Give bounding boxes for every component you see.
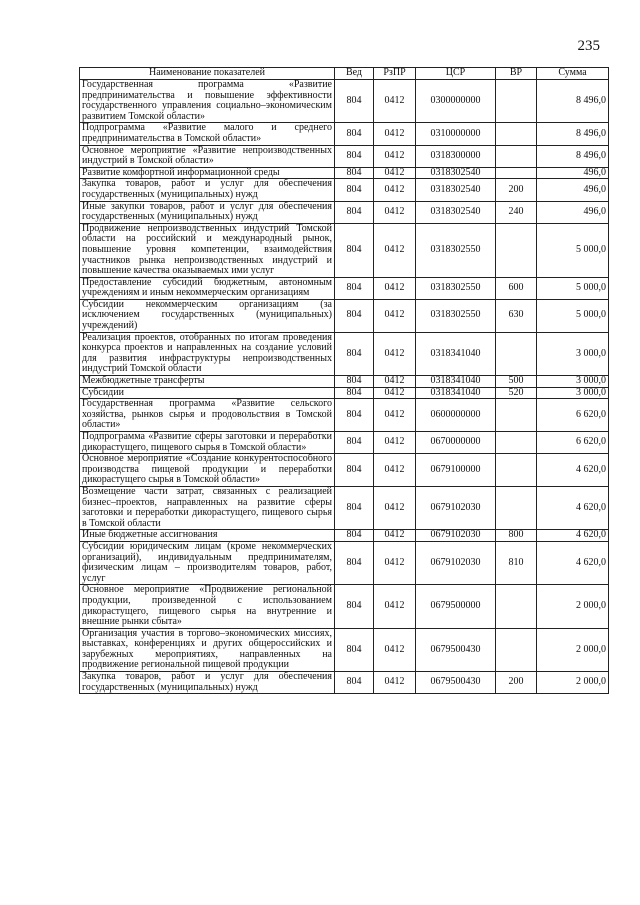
row-csr: 0318302550 [416,223,496,277]
row-rzpr: 0412 [374,223,416,277]
row-ved: 804 [335,672,374,694]
table-body [80,80,609,694]
row-csr: 0318302550 [416,277,496,299]
row-ved: 804 [335,541,374,584]
table-row [80,223,609,277]
row-name: Подпрограмма «Развитие сферы заготовки и переработки дикорастущего, пищевого сырья в Томской области» [80,432,335,454]
row-sum: 8 496,0 [537,123,609,145]
table-row [80,167,609,179]
table-row [80,179,609,201]
row-vr [496,486,537,529]
row-rzpr: 0412 [374,179,416,201]
row-vr [496,332,537,375]
table-row [80,585,609,628]
row-name: Государственная программа «Развитие предпринимательства и повышение эффективности государственного управления социально–экономическим развитием Томской области» [80,80,335,123]
row-csr: 0318300000 [416,145,496,167]
row-rzpr: 0412 [374,672,416,694]
row-name: Субсидии некоммерческим организациям (за исключением государственных (муниципальных) учреждений) [80,299,335,332]
row-rzpr: 0412 [374,80,416,123]
row-csr: 0670000000 [416,432,496,454]
table-row [80,80,609,123]
row-name: Иные бюджетные ассигнования [80,530,335,542]
row-name: Основное мероприятие «Создание конкурентоспособного производства пищевой продукции и переработки дикорастущего сырья в Томской области» [80,454,335,487]
row-vr: 630 [496,299,537,332]
row-csr: 0679102030 [416,541,496,584]
row-sum: 2 000,0 [537,585,609,628]
header-csr: ЦСР [416,68,496,80]
row-csr: 0300000000 [416,80,496,123]
table-header-row [80,68,609,80]
row-ved: 804 [335,179,374,201]
table-row [80,530,609,542]
row-ved: 804 [335,585,374,628]
row-rzpr: 0412 [374,530,416,542]
row-ved: 804 [335,530,374,542]
row-csr: 0679500000 [416,585,496,628]
row-csr: 0679500430 [416,672,496,694]
row-vr: 600 [496,277,537,299]
row-ved: 804 [335,201,374,223]
row-name: Субсидии юридическим лицам (кроме некоммерческих организаций), индивидуальным предпринимателям, физическим лицам – производителям товаров, работ, услуг [80,541,335,584]
row-sum: 5 000,0 [537,299,609,332]
row-csr: 0318341040 [416,376,496,388]
row-sum: 5 000,0 [537,277,609,299]
row-rzpr: 0412 [374,399,416,432]
row-rzpr: 0412 [374,376,416,388]
row-ved: 804 [335,399,374,432]
table-row [80,277,609,299]
row-ved: 804 [335,145,374,167]
row-rzpr: 0412 [374,486,416,529]
row-vr: 520 [496,387,537,399]
row-csr: 0318302540 [416,167,496,179]
row-rzpr: 0412 [374,201,416,223]
row-vr: 800 [496,530,537,542]
row-vr [496,432,537,454]
row-ved: 804 [335,299,374,332]
header-ved: Вед [335,68,374,80]
table-row [80,672,609,694]
row-rzpr: 0412 [374,167,416,179]
row-vr [496,123,537,145]
row-sum: 496,0 [537,201,609,223]
row-rzpr: 0412 [374,432,416,454]
header-vr: ВР [496,68,537,80]
row-rzpr: 0412 [374,387,416,399]
row-name: Возмещение части затрат, связанных с реализацией бизнес–проектов, направленных на развитие сферы заготовки и переработки дикорастущего, пищевого сырья в Томской области [80,486,335,529]
row-ved: 804 [335,486,374,529]
table-row [80,541,609,584]
row-rzpr: 0412 [374,454,416,487]
table-row [80,628,609,671]
row-vr: 500 [496,376,537,388]
row-sum: 8 496,0 [537,145,609,167]
row-csr: 0318302540 [416,179,496,201]
table-row [80,145,609,167]
header-name: Наименование показателей [80,68,335,80]
table-row [80,376,609,388]
row-sum: 3 000,0 [537,332,609,375]
row-rzpr: 0412 [374,628,416,671]
row-ved: 804 [335,376,374,388]
row-sum: 4 620,0 [537,454,609,487]
row-rzpr: 0412 [374,585,416,628]
row-name: Организация участия в торгово–экономических миссиях, выставках, конференциях и других общероссийских и зарубежных мероприятиях, направленных на продвижение региональной пищевой продукции [80,628,335,671]
row-csr: 0679100000 [416,454,496,487]
row-ved: 804 [335,80,374,123]
row-ved: 804 [335,387,374,399]
row-sum: 8 496,0 [537,80,609,123]
row-name: Подпрограмма «Развитие малого и среднего предпринимательства в Томской области» [80,123,335,145]
row-sum: 2 000,0 [537,628,609,671]
row-sum: 2 000,0 [537,672,609,694]
row-name: Иные закупки товаров, работ и услуг для обеспечения государственных (муниципальных) нужд [80,201,335,223]
row-sum: 496,0 [537,179,609,201]
table-row [80,454,609,487]
row-vr [496,145,537,167]
row-ved: 804 [335,223,374,277]
table-row [80,399,609,432]
table-row [80,332,609,375]
row-ved: 804 [335,277,374,299]
row-csr: 0310000000 [416,123,496,145]
row-sum: 3 000,0 [537,376,609,388]
row-vr: 200 [496,179,537,201]
row-rzpr: 0412 [374,332,416,375]
row-sum: 4 620,0 [537,530,609,542]
row-name: Основное мероприятие «Продвижение региональной продукции, произведенной с использованием дикорастущего, пищевого сырья на внутренние и внешние рынки сбыта» [80,585,335,628]
budget-table [79,67,609,694]
row-sum: 496,0 [537,167,609,179]
row-name: Реализация проектов, отобранных по итогам проведения конкурса проектов и направленных на создание условий для развития инфраструктуры непроизводственных индустрий Томской области [80,332,335,375]
table-row [80,432,609,454]
row-name: Развитие комфортной информационной среды [80,167,335,179]
row-vr [496,454,537,487]
row-csr: 0679500430 [416,628,496,671]
row-vr [496,223,537,277]
row-vr: 240 [496,201,537,223]
table-row [80,123,609,145]
row-csr: 0318302550 [416,299,496,332]
table-row [80,486,609,529]
row-csr: 0679102030 [416,486,496,529]
row-ved: 804 [335,167,374,179]
row-sum: 6 620,0 [537,432,609,454]
row-name: Продвижение непроизводственных индустрий Томской области на российский и международный рынок, повышение уровня компетенции, взаимодействия участников рынка непроизводственных индустрий и повышение качества оказываемых ими услуг [80,223,335,277]
row-vr [496,80,537,123]
header-sum: Сумма [537,68,609,80]
row-csr: 0318341040 [416,387,496,399]
table-row [80,201,609,223]
row-name: Закупка товаров, работ и услуг для обеспечения государственных (муниципальных) нужд [80,672,335,694]
row-vr [496,167,537,179]
row-rzpr: 0412 [374,541,416,584]
row-rzpr: 0412 [374,277,416,299]
row-ved: 804 [335,432,374,454]
table-row [80,299,609,332]
row-csr: 0318302540 [416,201,496,223]
row-csr: 0600000000 [416,399,496,432]
row-sum: 3 000,0 [537,387,609,399]
row-name: Субсидии [80,387,335,399]
row-vr [496,628,537,671]
row-ved: 804 [335,454,374,487]
row-vr: 810 [496,541,537,584]
row-vr [496,399,537,432]
row-rzpr: 0412 [374,299,416,332]
row-vr [496,585,537,628]
header-rzpr: РзПР [374,68,416,80]
row-csr: 0318341040 [416,332,496,375]
table-row [80,387,609,399]
row-ved: 804 [335,628,374,671]
row-name: Межбюджетные трансферты [80,376,335,388]
row-ved: 804 [335,332,374,375]
row-name: Основное мероприятие «Развитие непроизводственных индустрий в Томской области» [80,145,335,167]
row-name: Государственная программа «Развитие сельского хозяйства, рынков сырья и продовольствия в Томской области» [80,399,335,432]
row-csr: 0679102030 [416,530,496,542]
page-number: 235 [577,38,600,54]
row-rzpr: 0412 [374,123,416,145]
row-sum: 6 620,0 [537,399,609,432]
row-sum: 5 000,0 [537,223,609,277]
row-rzpr: 0412 [374,145,416,167]
row-sum: 4 620,0 [537,541,609,584]
row-name: Предоставление субсидий бюджетным, автономным учреждениям и иным некоммерческим организациям [80,277,335,299]
row-sum: 4 620,0 [537,486,609,529]
row-vr: 200 [496,672,537,694]
row-name: Закупка товаров, работ и услуг для обеспечения государственных (муниципальных) нужд [80,179,335,201]
row-ved: 804 [335,123,374,145]
